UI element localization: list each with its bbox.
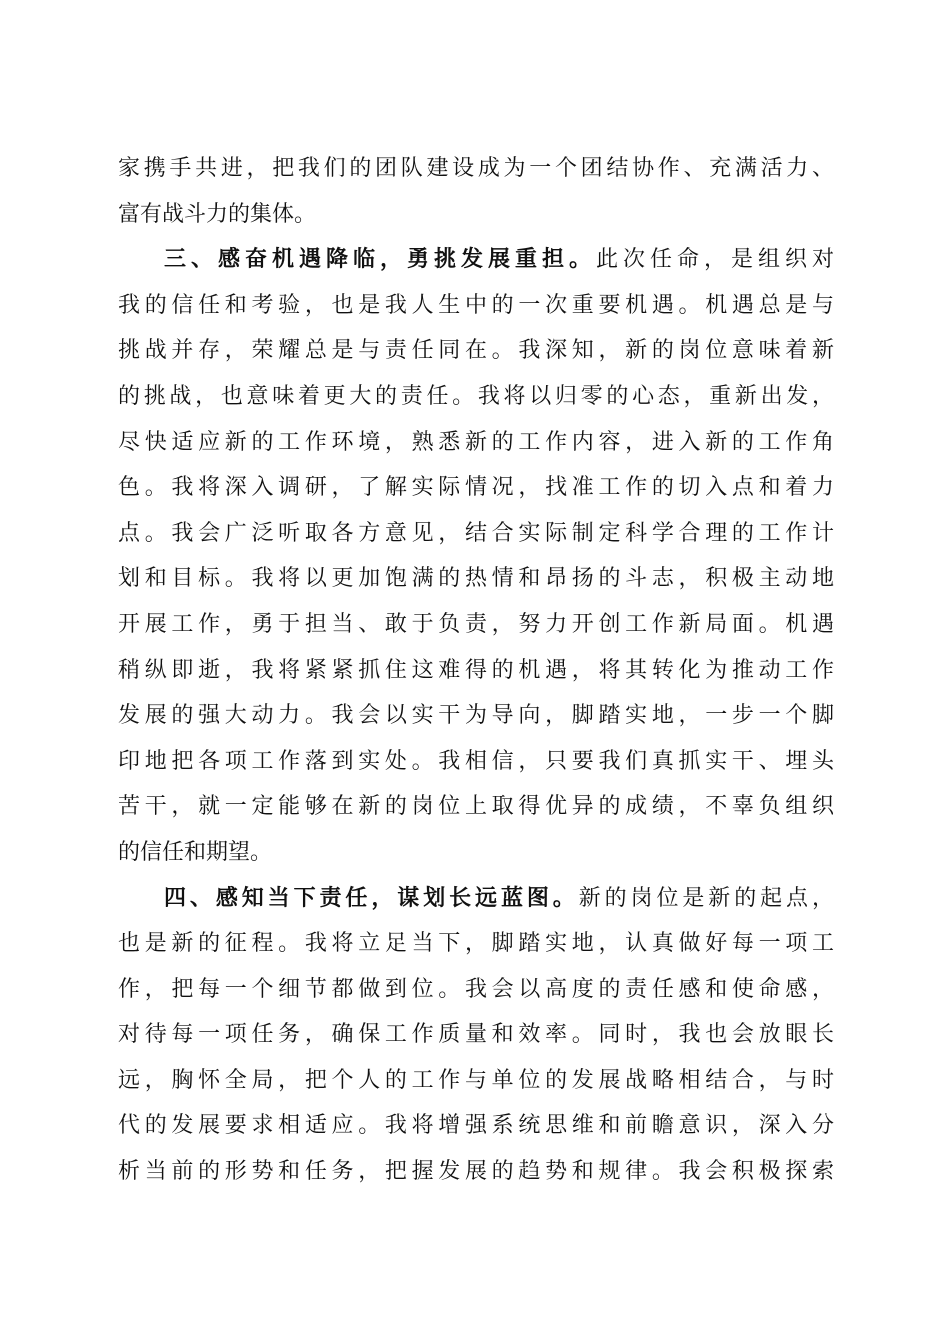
- text-line: 尽快适应新的工作环境，熟悉新的工作内容，进入新的工作角: [118, 429, 834, 455]
- text-line: 发展的强大动力。我会以实干为导向，脚踏实地，一步一个脚: [118, 703, 834, 729]
- document-page: [118, 146, 834, 1195]
- text-line: 远，胸怀全局，把个人的工作与单位的发展战略相结合，与时: [118, 1067, 834, 1093]
- text-line: 对待每一项任务，确保工作质量和效率。同时，我也会放眼长: [118, 1022, 834, 1048]
- text-line: 色。我将深入调研，了解实际情况，找准工作的切入点和着力: [118, 475, 834, 501]
- text-line: 挑战并存，荣耀总是与责任同在。我深知，新的岗位意味着新: [118, 338, 834, 364]
- paragraph-3: [118, 876, 834, 1195]
- text-line: 点。我会广泛听取各方意见，结合实际制定科学合理的工作计: [118, 520, 834, 546]
- text-line: 苦干，就一定能够在新的岗位上取得优异的成绩，不辜负组织: [118, 794, 834, 820]
- paragraph-2: [118, 237, 834, 875]
- text-run: 此次任命，是组织对: [595, 247, 834, 273]
- section-heading: 四、感知当下责任，谋划长远蓝图。: [164, 884, 579, 911]
- section-heading: 三、感奋机遇降临，勇挑发展重担。: [164, 246, 596, 273]
- text-line: 作，把每一个细节都做到位。我会以高度的责任感和使命感，: [118, 976, 834, 1002]
- text-line: 也是新的征程。我将立足当下，脚踏实地，认真做好每一项工: [118, 931, 834, 957]
- text-line: 富有战斗力的集体。: [118, 201, 317, 227]
- text-line: 家携手共进，把我们的团队建设成为一个团结协作、充满活力、: [118, 156, 834, 181]
- paragraph-first-line: [118, 237, 834, 283]
- text-line: 的信任和期望。: [118, 839, 273, 865]
- text-line: 代的发展要求相适应。我将增强系统思维和前瞻意识，深入分: [118, 1113, 834, 1139]
- text-run: 新的岗位是新的起点，: [578, 885, 834, 911]
- text-line: 稍纵即逝，我将紧紧抓住这难得的机遇，将其转化为推动工作: [118, 657, 834, 683]
- text-line: 印地把各项工作落到实处。我相信，只要我们真抓实干、埋头: [118, 748, 834, 774]
- text-line: 析当前的形势和任务，把握发展的趋势和规律。我会积极探索: [118, 1159, 834, 1185]
- text-line: 我的信任和考验，也是我人生中的一次重要机遇。机遇总是与: [118, 292, 834, 318]
- text-line: 开展工作，勇于担当、敢于负责，努力开创工作新局面。机遇: [118, 611, 834, 637]
- text-line: 划和目标。我将以更加饱满的热情和昂扬的斗志，积极主动地: [118, 566, 834, 592]
- paragraph-1: [118, 146, 834, 237]
- paragraph-first-line: [118, 876, 834, 922]
- text-line: 的挑战，也意味着更大的责任。我将以归零的心态，重新出发，: [118, 383, 834, 409]
